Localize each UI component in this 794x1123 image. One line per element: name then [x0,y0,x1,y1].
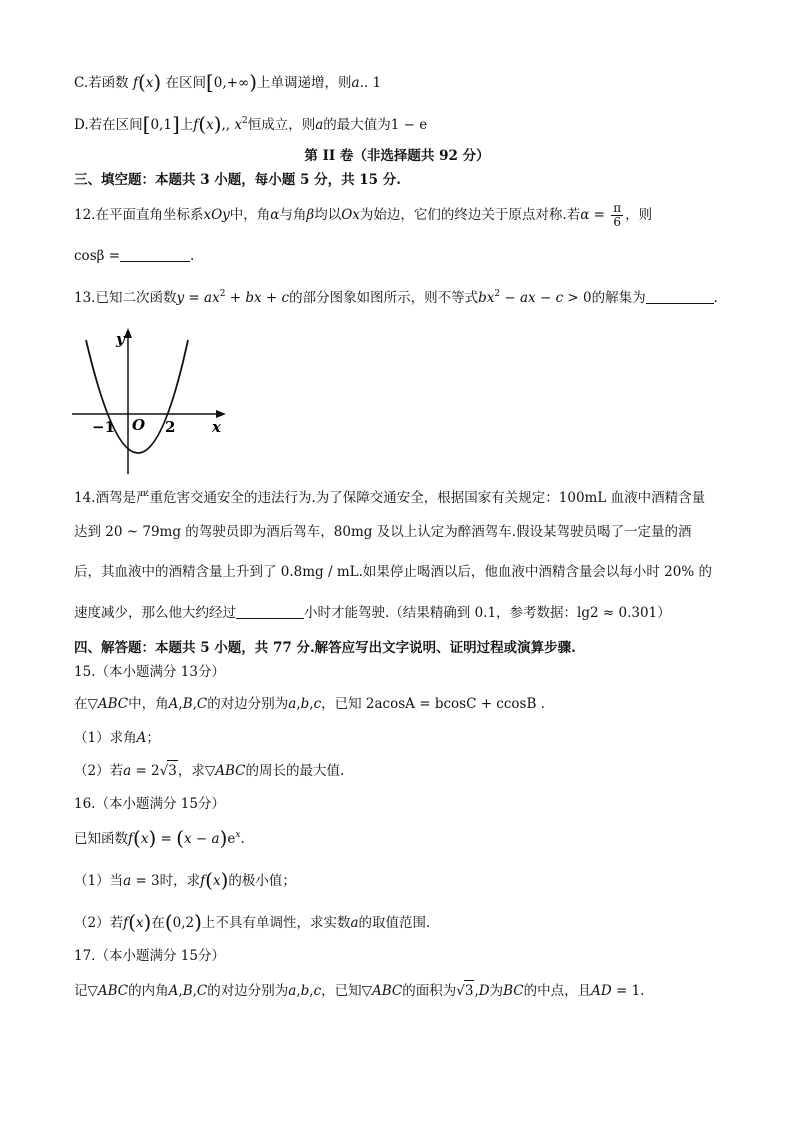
answer-blank-14[interactable] [236,604,304,619]
origin-label: O [132,416,146,434]
section-title: 第 II 卷（非选择题共 92 分） [304,148,490,164]
question-17-header: 17.（本小题满分 15分） [74,948,225,964]
parabola-graph [70,326,230,478]
solve-heading: 四、解答题：本题共 5 小题，共 77 分.解答应写出文字说明、证明过程或演算步骤. [74,640,576,656]
question-14-line3: 后，其血液中的酒精含量上升到了 0.8mg / mL.如果停止喝酒以后，他血液中酒精含量会以每小时 20% 的 [74,564,712,580]
fill-heading: 三、填空题：本题共 3 小题，每小题 5 分，共 15 分. [74,172,401,188]
answer-blank-12[interactable] [120,247,190,262]
question-17-stem: 记▽ABC的内角A,B,C的对边分别为a,b,c，已知▽ABC的面积为√3,D为BC的中点，且AD = 1. [74,980,734,1001]
question-14-line2: 达到 20 ~ 79mg 的驾驶员即为酒后驾车，80mg 及以上认定为醉酒驾车.假设某驾驶员喝了一定量的酒 [74,524,692,540]
option-c: C.若函数 f(x) 在区间[0,+∞)上单调递增，则a.. 1 [74,70,382,94]
question-14-line1: 14.酒驾是严重危害交通安全的违法行为.为了保障交通安全，根据国家有关规定：100mL 血液中酒精含量 [74,490,706,506]
question-14-line4: 速度减少，那么他大约经过 小时才能驾驶.（结果精确到 0.1，参考数据：lg2 ≈ 0.301） [74,605,671,621]
question-15-part1: （1）求角A； [74,730,160,746]
tick-label-2: 2 [165,418,176,436]
x-axis-arrow [216,410,226,418]
question-12-line1: 12.在平面直角坐标系xOy中，角α与角β均以Ox为始边，它们的终边关于原点对称.若α = $\frac{\pi}{6}$ ，则 [74,201,653,229]
question-13: 13.已知二次函数$y = ax^2$ + bx + c的部分图象如图所示，则不等式$bx^2$ − ax − c > 0的解集为 . [74,289,718,306]
option-d: D.若在区间[0,1]上f(x),, $x^2$恒成立，则a的最大值为1 − e [74,112,428,136]
y-axis-arrow [124,328,132,338]
question-15-part2: （2）若a = 2√3，求▽ABC的周长的最大值. [74,760,734,781]
y-axis-label: y [116,330,125,348]
question-16-header: 16.（本小题满分 15分） [74,796,225,812]
question-16-part2: （2）若f(x)在(0,2)上不具有单调性，求实数a的取值范围. [74,910,431,934]
question-12-line2: cosβ = . [74,248,195,264]
answer-blank-13[interactable] [646,289,714,304]
question-15-stem: 在▽ABC中，角A,B,C的对边分别为a,b,c，已知 2acosA = bcosC + ccosB . [74,696,545,712]
tick-label-neg1: −1 [92,418,116,436]
question-16-stem: 已知函数$f(x) = (x - a)e^x$. [74,826,245,850]
question-16-part1: （1）当a = 3时，求f(x)的极小值； [74,868,296,892]
parabola-curve [86,340,188,453]
question-15-header: 15.（本小题满分 13分） [74,664,225,680]
x-axis-label: x [212,418,221,436]
